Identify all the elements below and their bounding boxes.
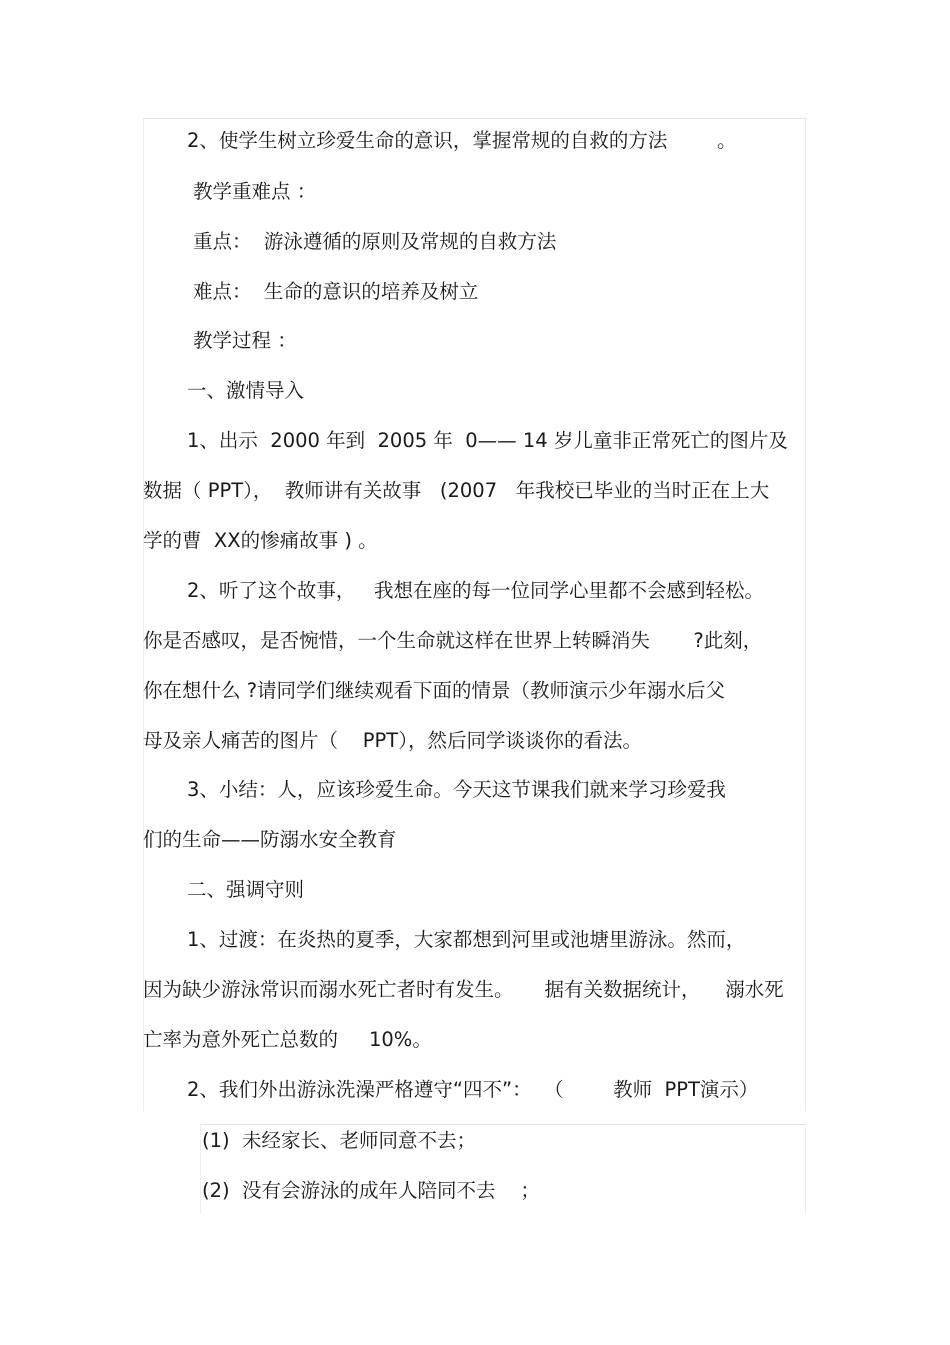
heading-teaching-process: 教学过程 ：	[193, 329, 297, 352]
paragraph-line: 数据（ PPT）， 教师讲有关故事 (2007 年我校已毕业的当时正在上大	[143, 479, 770, 502]
paragraph-line: 2、我们外出游泳洗澡严格遵守“四不”： （ 教师 PPT演示）	[187, 1078, 759, 1101]
section-2-title: 二、强调守则	[187, 878, 305, 901]
paragraph-line: 你在想什么 ?请同学们继续观看下面的情景（教师演示少年溺水后父	[143, 679, 726, 702]
difficult-point: 难点： 生命的意识的培养及树立	[193, 280, 479, 303]
rule-item-1: (1) 未经家长、老师同意不去；	[202, 1129, 477, 1152]
key-point: 重点： 游泳遵循的原则及常规的自救方法	[193, 230, 557, 253]
section-1-title: 一、激情导入	[187, 379, 305, 402]
paragraph-line: 母及亲人痛苦的图片（ PPT），然后同学谈谈你的看法。	[143, 729, 642, 752]
paragraph-line: 学的曹 XX的惨痛故事 ) 。	[143, 529, 378, 552]
paragraph-line: 亡率为意外死亡总数的 10%。	[143, 1028, 432, 1051]
objective-2: 2、使学生树立珍爱生命的意识，掌握常规的自救的方法 。	[187, 129, 737, 152]
rule-item-2: (2) 没有会游泳的成年人陪同不去 ；	[202, 1179, 540, 1202]
paragraph-line: 因为缺少游泳常识而溺水死亡者时有发生。 据有关数据统计， 溺水死	[143, 978, 784, 1001]
paragraph-line: 1、出示 2000 年到 2005 年 0—— 14 岁儿童非正常死亡的图片及	[187, 429, 788, 452]
paragraph-line: 3、小结：人，应该珍爱生命。今天这节课我们就来学习珍爱我	[187, 778, 726, 801]
paragraph-line: 你是否感叹，是否惋惜，一个生命就这样在世界上转瞬消失 ?此刻，	[143, 629, 763, 652]
paragraph-line: 1、过渡：在炎热的夏季，大家都想到河里或池塘里游泳。然而，	[187, 928, 746, 951]
content-frame-top	[143, 118, 806, 1111]
heading-key-difficult-points: 教学重难点 ：	[193, 180, 317, 203]
paragraph-line: 2、听了这个故事， 我想在座的每一位同学心里都不会感到轻松。	[187, 579, 765, 602]
paragraph-line: 们的生命——防溺水安全教育	[143, 828, 397, 851]
